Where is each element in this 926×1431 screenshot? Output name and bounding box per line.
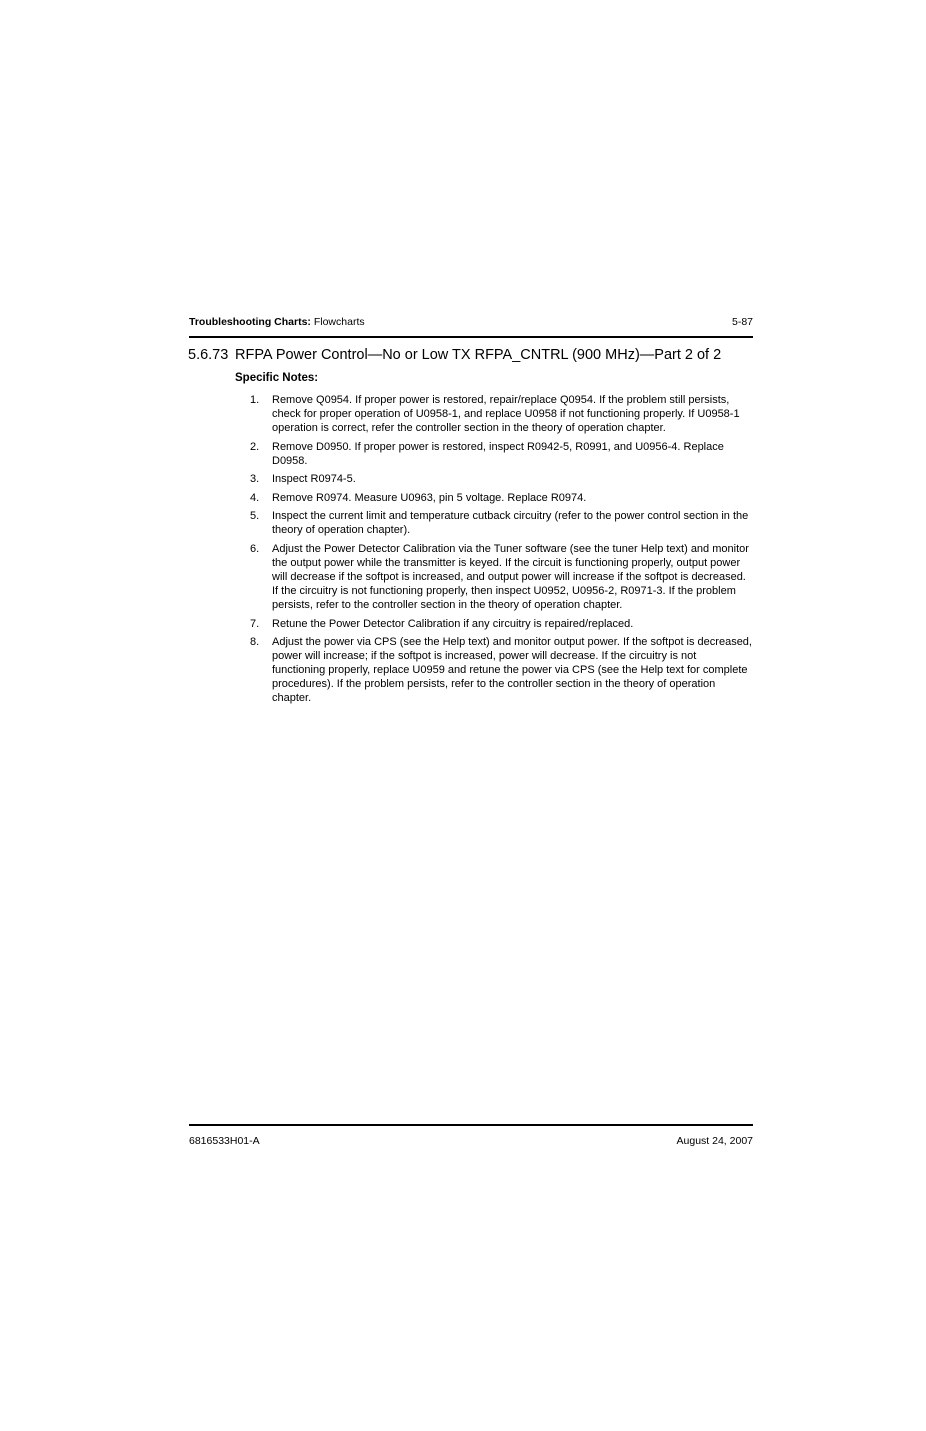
note-item <box>250 617 752 631</box>
header-subchapter: Flowcharts <box>313 316 365 328</box>
note-item <box>250 440 752 468</box>
note-item <box>250 635 752 705</box>
note-text: Inspect R0974-5. <box>272 473 356 486</box>
header-chapter: Troubleshooting Charts: <box>189 316 311 328</box>
note-number: 7. <box>250 617 260 630</box>
header-page-number: 5-87 <box>731 316 753 328</box>
note-number: 8. <box>250 636 260 649</box>
note-item <box>250 491 752 505</box>
note-item <box>250 393 752 435</box>
note-text: Remove Q0954. If proper power is restored, repair/replace Q0954. If the problem still persists, check for proper operation of U0958-1, and replace U0958 if not functioning properly. If U0958-1 operation is correct, refer the controller section in the theory of operation chapter. <box>272 394 740 434</box>
header-section-label <box>189 316 365 328</box>
note-text: Remove D0950. If proper power is restored, inspect R0942-5, R0991, and U0956-4. Replace D0958. <box>272 440 724 467</box>
note-number: 5. <box>250 510 260 523</box>
section-number: 5.6.73 <box>188 347 229 363</box>
note-number: 6. <box>250 542 260 555</box>
note-text: Adjust the power via CPS (see the Help text) and monitor output power. If the softpot is decreased, power will increase; if the softpot is increased, power will decrease. If the circuitry is not functioning properly, replace U0959 and retune the power via CPS (see the Help text for complete procedures). If the problem persists, refer to the controller section in the theory of operation chapter. <box>272 636 752 705</box>
note-text: Remove R0974. Measure U0963, pin 5 voltage. Replace R0974. <box>272 491 587 504</box>
note-text: Retune the Power Detector Calibration if any circuitry is repaired/replaced. <box>272 617 634 630</box>
note-text: Adjust the Power Detector Calibration via the Tuner software (see the tuner Help text) and monitor the output power while the transmitter is keyed. If the circuit is functioning properly, output power will decrease if the softpot is increased, and output power will increase if the softpot is decreased. If the circuitry is not functioning properly, then inspect U0952, U0956-2, R0971-3. If the problem persists, refer to the controller section in the theory of operation chapter. <box>272 542 749 611</box>
note-item <box>250 509 752 537</box>
section-title <box>188 347 768 363</box>
note-number: 4. <box>250 491 260 504</box>
notes-list <box>250 393 752 710</box>
note-number: 1. <box>250 394 260 406</box>
note-number: 3. <box>250 473 260 486</box>
note-item <box>250 472 752 486</box>
footer-doc-number: 6816533H01-A <box>189 1135 260 1147</box>
note-text: Inspect the current limit and temperature cutback circuitry (refer to the power control section in the theory of operation chapter). <box>272 510 749 537</box>
note-item <box>250 542 752 612</box>
section-title-text: RFPA Power Control—No or Low TX RFPA_CNTRL (900 MHz)—Part 2 of 2 <box>235 347 722 363</box>
specific-notes-heading: Specific Notes: <box>235 372 319 384</box>
page-header <box>189 316 753 338</box>
page-footer <box>189 1124 753 1156</box>
note-number: 2. <box>250 440 260 453</box>
footer-date: August 24, 2007 <box>676 1135 753 1147</box>
